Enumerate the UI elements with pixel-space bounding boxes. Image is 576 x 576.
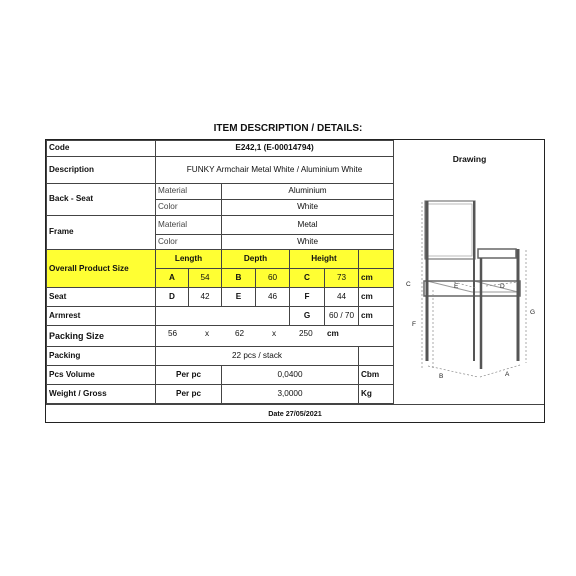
length-header: Length bbox=[156, 250, 222, 269]
packing-size-label: Packing Size bbox=[47, 326, 156, 347]
packing-dim-3: 250 bbox=[299, 329, 313, 339]
f-value: 44 bbox=[325, 288, 359, 307]
code-value: E242,1 (E-00014794) bbox=[156, 141, 394, 157]
frame-material-value: Metal bbox=[222, 215, 394, 234]
b-letter: B bbox=[222, 269, 256, 288]
frame-label: Frame bbox=[47, 215, 156, 250]
code-label: Code bbox=[47, 141, 156, 157]
chair-back-panel bbox=[425, 201, 475, 259]
frame-color-value: White bbox=[222, 234, 394, 250]
frame-material-label: Material bbox=[156, 215, 222, 234]
volume-unit: Cbm bbox=[359, 365, 394, 384]
backseat-color-value: White bbox=[222, 199, 394, 215]
spec-sheet bbox=[45, 139, 545, 423]
packing-blank bbox=[359, 347, 394, 366]
label-c: C bbox=[406, 281, 411, 288]
dim-b-line bbox=[428, 366, 478, 377]
description-label: Description bbox=[47, 156, 156, 183]
drawing-pane bbox=[393, 140, 544, 404]
e-value: 46 bbox=[256, 288, 290, 307]
packing-size-unit: cm bbox=[327, 329, 339, 339]
armrest-label: Armrest bbox=[47, 307, 156, 326]
label-b: B bbox=[439, 373, 444, 380]
a-value: 54 bbox=[189, 269, 222, 288]
backseat-material-label: Material bbox=[156, 184, 222, 200]
c-letter: C bbox=[290, 269, 325, 288]
spec-table bbox=[46, 140, 394, 404]
chair-back-inner bbox=[428, 204, 472, 256]
b-value: 60 bbox=[256, 269, 290, 288]
weight-value: 3,0000 bbox=[222, 384, 359, 403]
backseat-label: Back - Seat bbox=[47, 184, 156, 216]
e-letter: E bbox=[222, 288, 256, 307]
row-code bbox=[47, 141, 394, 157]
packing-label: Packing bbox=[47, 347, 156, 366]
height-header: Height bbox=[290, 250, 359, 269]
drawing-title: Drawing bbox=[452, 154, 487, 164]
overall-header-spacer bbox=[359, 250, 394, 269]
row-armrest bbox=[47, 307, 394, 326]
c-value: 73 bbox=[325, 269, 359, 288]
seat-unit: cm bbox=[359, 288, 394, 307]
volume-value: 0,0400 bbox=[222, 365, 359, 384]
row-packing-size bbox=[47, 326, 394, 347]
chair-drawing bbox=[394, 140, 545, 404]
dim-a-line bbox=[480, 365, 520, 377]
row-overall-headers bbox=[47, 250, 394, 269]
row-backseat-material bbox=[47, 184, 394, 200]
packing-size-cell bbox=[156, 326, 394, 347]
frame-color-label: Color bbox=[156, 234, 222, 250]
row-volume bbox=[47, 365, 394, 384]
volume-per: Per pc bbox=[156, 365, 222, 384]
d-letter: D bbox=[156, 288, 189, 307]
packing-dim-1: 56 bbox=[168, 329, 178, 339]
row-packing bbox=[47, 347, 394, 366]
row-frame-material bbox=[47, 215, 394, 234]
a-letter: A bbox=[156, 269, 189, 288]
packing-value: 22 pcs / stack bbox=[156, 347, 359, 366]
label-e: E bbox=[454, 283, 459, 290]
depth-header: Depth bbox=[222, 250, 290, 269]
armrest-unit: cm bbox=[359, 307, 394, 326]
label-d: D bbox=[500, 283, 505, 290]
overall-size-label: Overall Product Size bbox=[47, 250, 156, 288]
date-footer: Date 27/05/2021 bbox=[46, 404, 544, 423]
overall-unit: cm bbox=[359, 269, 394, 288]
packing-dim-2: 62 bbox=[235, 329, 245, 339]
packing-x-1: x bbox=[205, 329, 210, 339]
label-f: F bbox=[412, 321, 416, 328]
d-value: 42 bbox=[189, 288, 222, 307]
backseat-color-label: Color bbox=[156, 199, 222, 215]
g-letter: G bbox=[290, 307, 325, 326]
row-seat bbox=[47, 288, 394, 307]
armrest-blank bbox=[156, 307, 290, 326]
weight-per: Per pc bbox=[156, 384, 222, 403]
label-a: A bbox=[505, 371, 510, 378]
description-value: FUNKY Armchair Metal White / Aluminium White bbox=[156, 156, 394, 183]
seat-label: Seat bbox=[47, 288, 156, 307]
packing-x-2: x bbox=[272, 329, 277, 339]
f-letter: F bbox=[290, 288, 325, 307]
chair-armrest bbox=[478, 249, 516, 258]
volume-label: Pcs Volume bbox=[47, 365, 156, 384]
row-weight bbox=[47, 384, 394, 403]
page-heading: ITEM DESCRIPTION / DETAILS: bbox=[213, 123, 363, 134]
g-value: 60 / 70 bbox=[325, 307, 359, 326]
label-g: G bbox=[530, 309, 536, 316]
backseat-material-value: Aluminium bbox=[222, 184, 394, 200]
weight-unit: Kg bbox=[359, 384, 394, 403]
row-description bbox=[47, 156, 394, 183]
weight-label: Weight / Gross bbox=[47, 384, 156, 403]
